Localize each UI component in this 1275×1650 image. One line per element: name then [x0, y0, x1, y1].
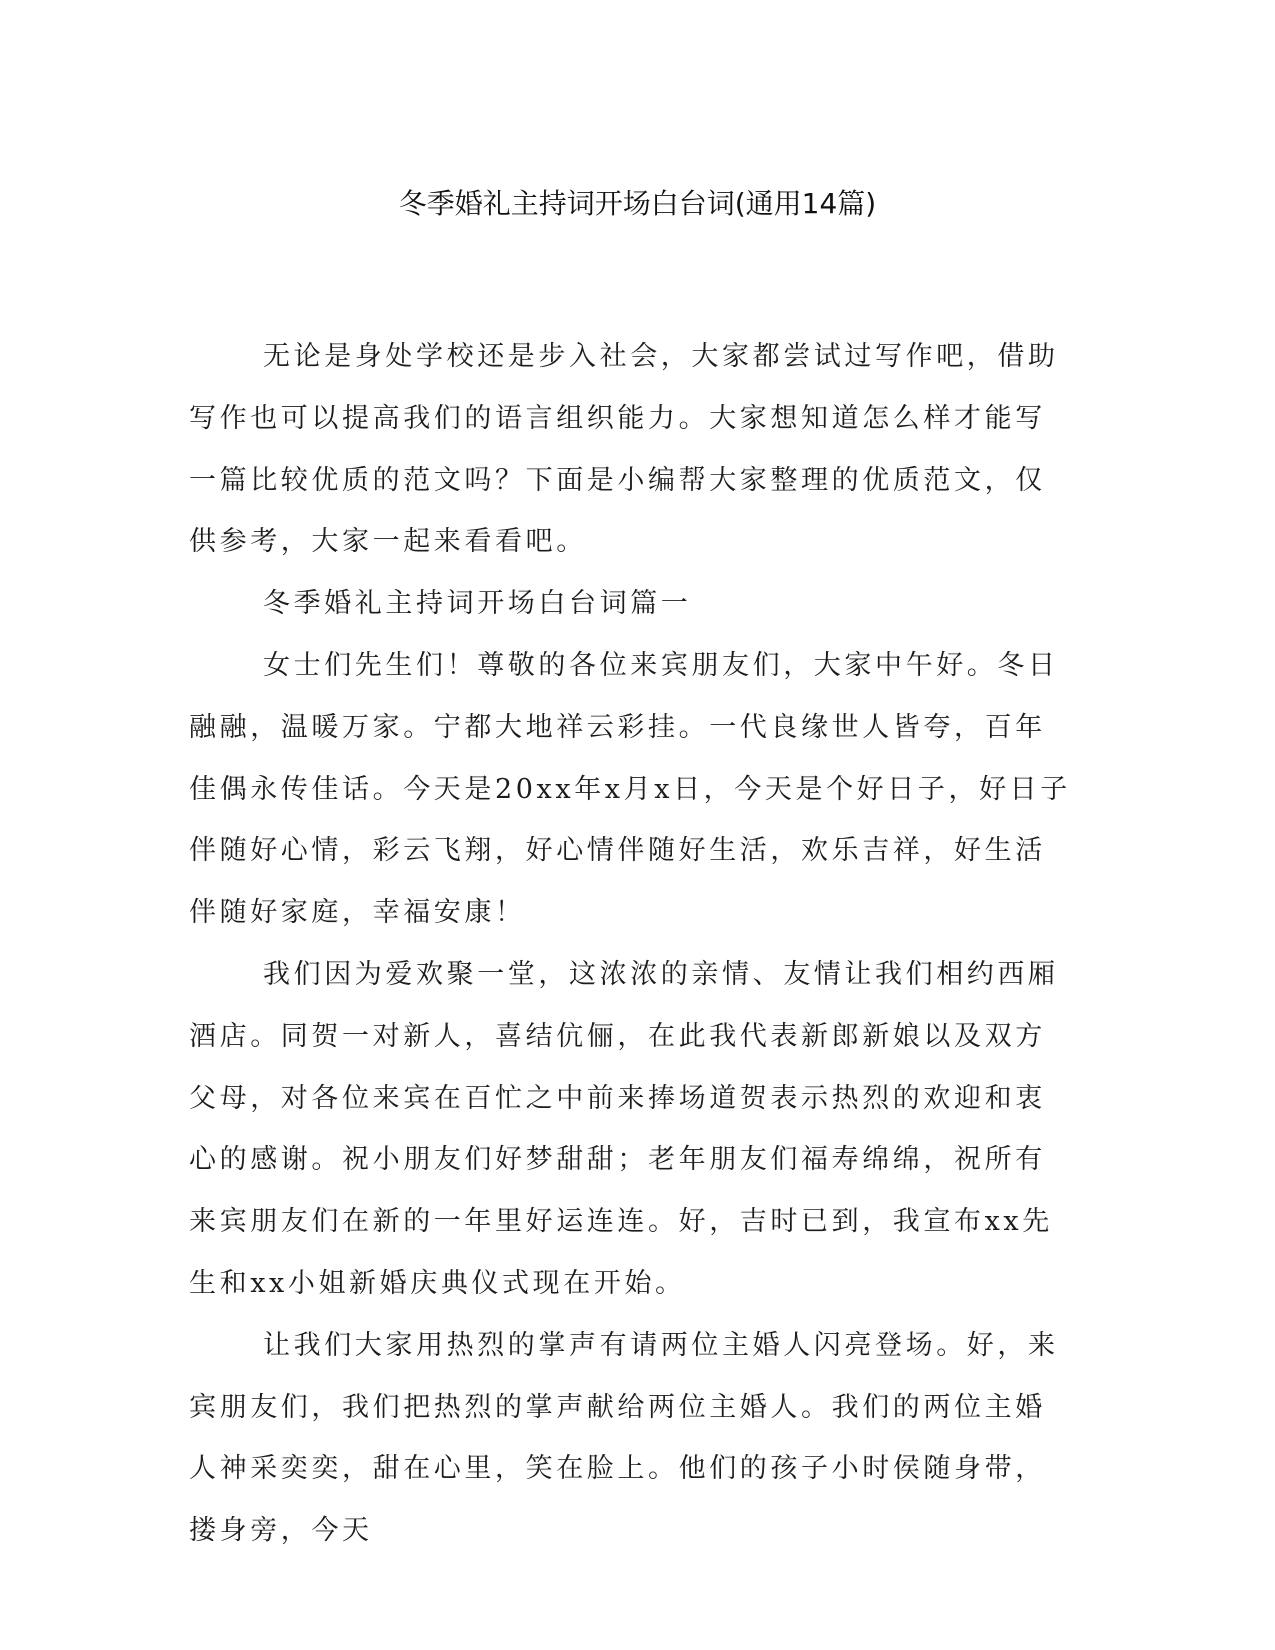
body-paragraph: 让我们大家用热烈的掌声有请两位主婚人闪亮登场。好，来宾朋友们，我们把热烈的掌声献给两位主婚人。我们的两位主婚人神采奕奕，甜在心里，笑在脸上。他们的孩子小时侯随身带，搂身旁，今天 — [189, 1329, 1059, 1547]
body-paragraph: 女士们先生们！尊敬的各位来宾朋友们，大家中午好。冬日融融，温暖万家。宁都大地祥云彩挂。一代良缘世人皆夸，百年佳偶永传佳话。今天是20xx年x月x日，今天是个好日子，好日子伴随好心情，彩云飞翔，好心情伴随好生活，欢乐吉祥，好生活伴随好家庭，幸福安康！ — [189, 649, 1071, 929]
document-body — [189, 326, 1073, 1562]
intro-paragraph: 无论是身处学校还是步入社会，大家都尝试过写作吧，借助写作也可以提高我们的语言组织能力。大家想知道怎么样才能写一篇比较优质的范文吗？下面是小编帮大家整理的优质范文，仅供参考，大家一起来看看吧。 — [189, 341, 1059, 558]
document-title: 冬季婚礼主持词开场白台词(通用14篇) — [398, 187, 877, 220]
body-paragraph: 我们因为爱欢聚一堂，这浓浓的亲情、友情让我们相约西厢酒店。同贺一对新人，喜结伉俪，在此我代表新郎新娘以及双方父母，对各位来宾在百忙之中前来捧场道贺表示热烈的欢迎和衷心的感谢。祝小朋友们好梦甜甜；老年朋友们福寿绵绵，祝所有来宾朋友们在新的一年里好运连连。好，吉时已到，我宣布xx先生和xx小姐新婚庆典仪式现在开始。 — [189, 958, 1059, 1299]
section-heading: 冬季婚礼主持词开场白台词篇一 — [263, 588, 692, 620]
